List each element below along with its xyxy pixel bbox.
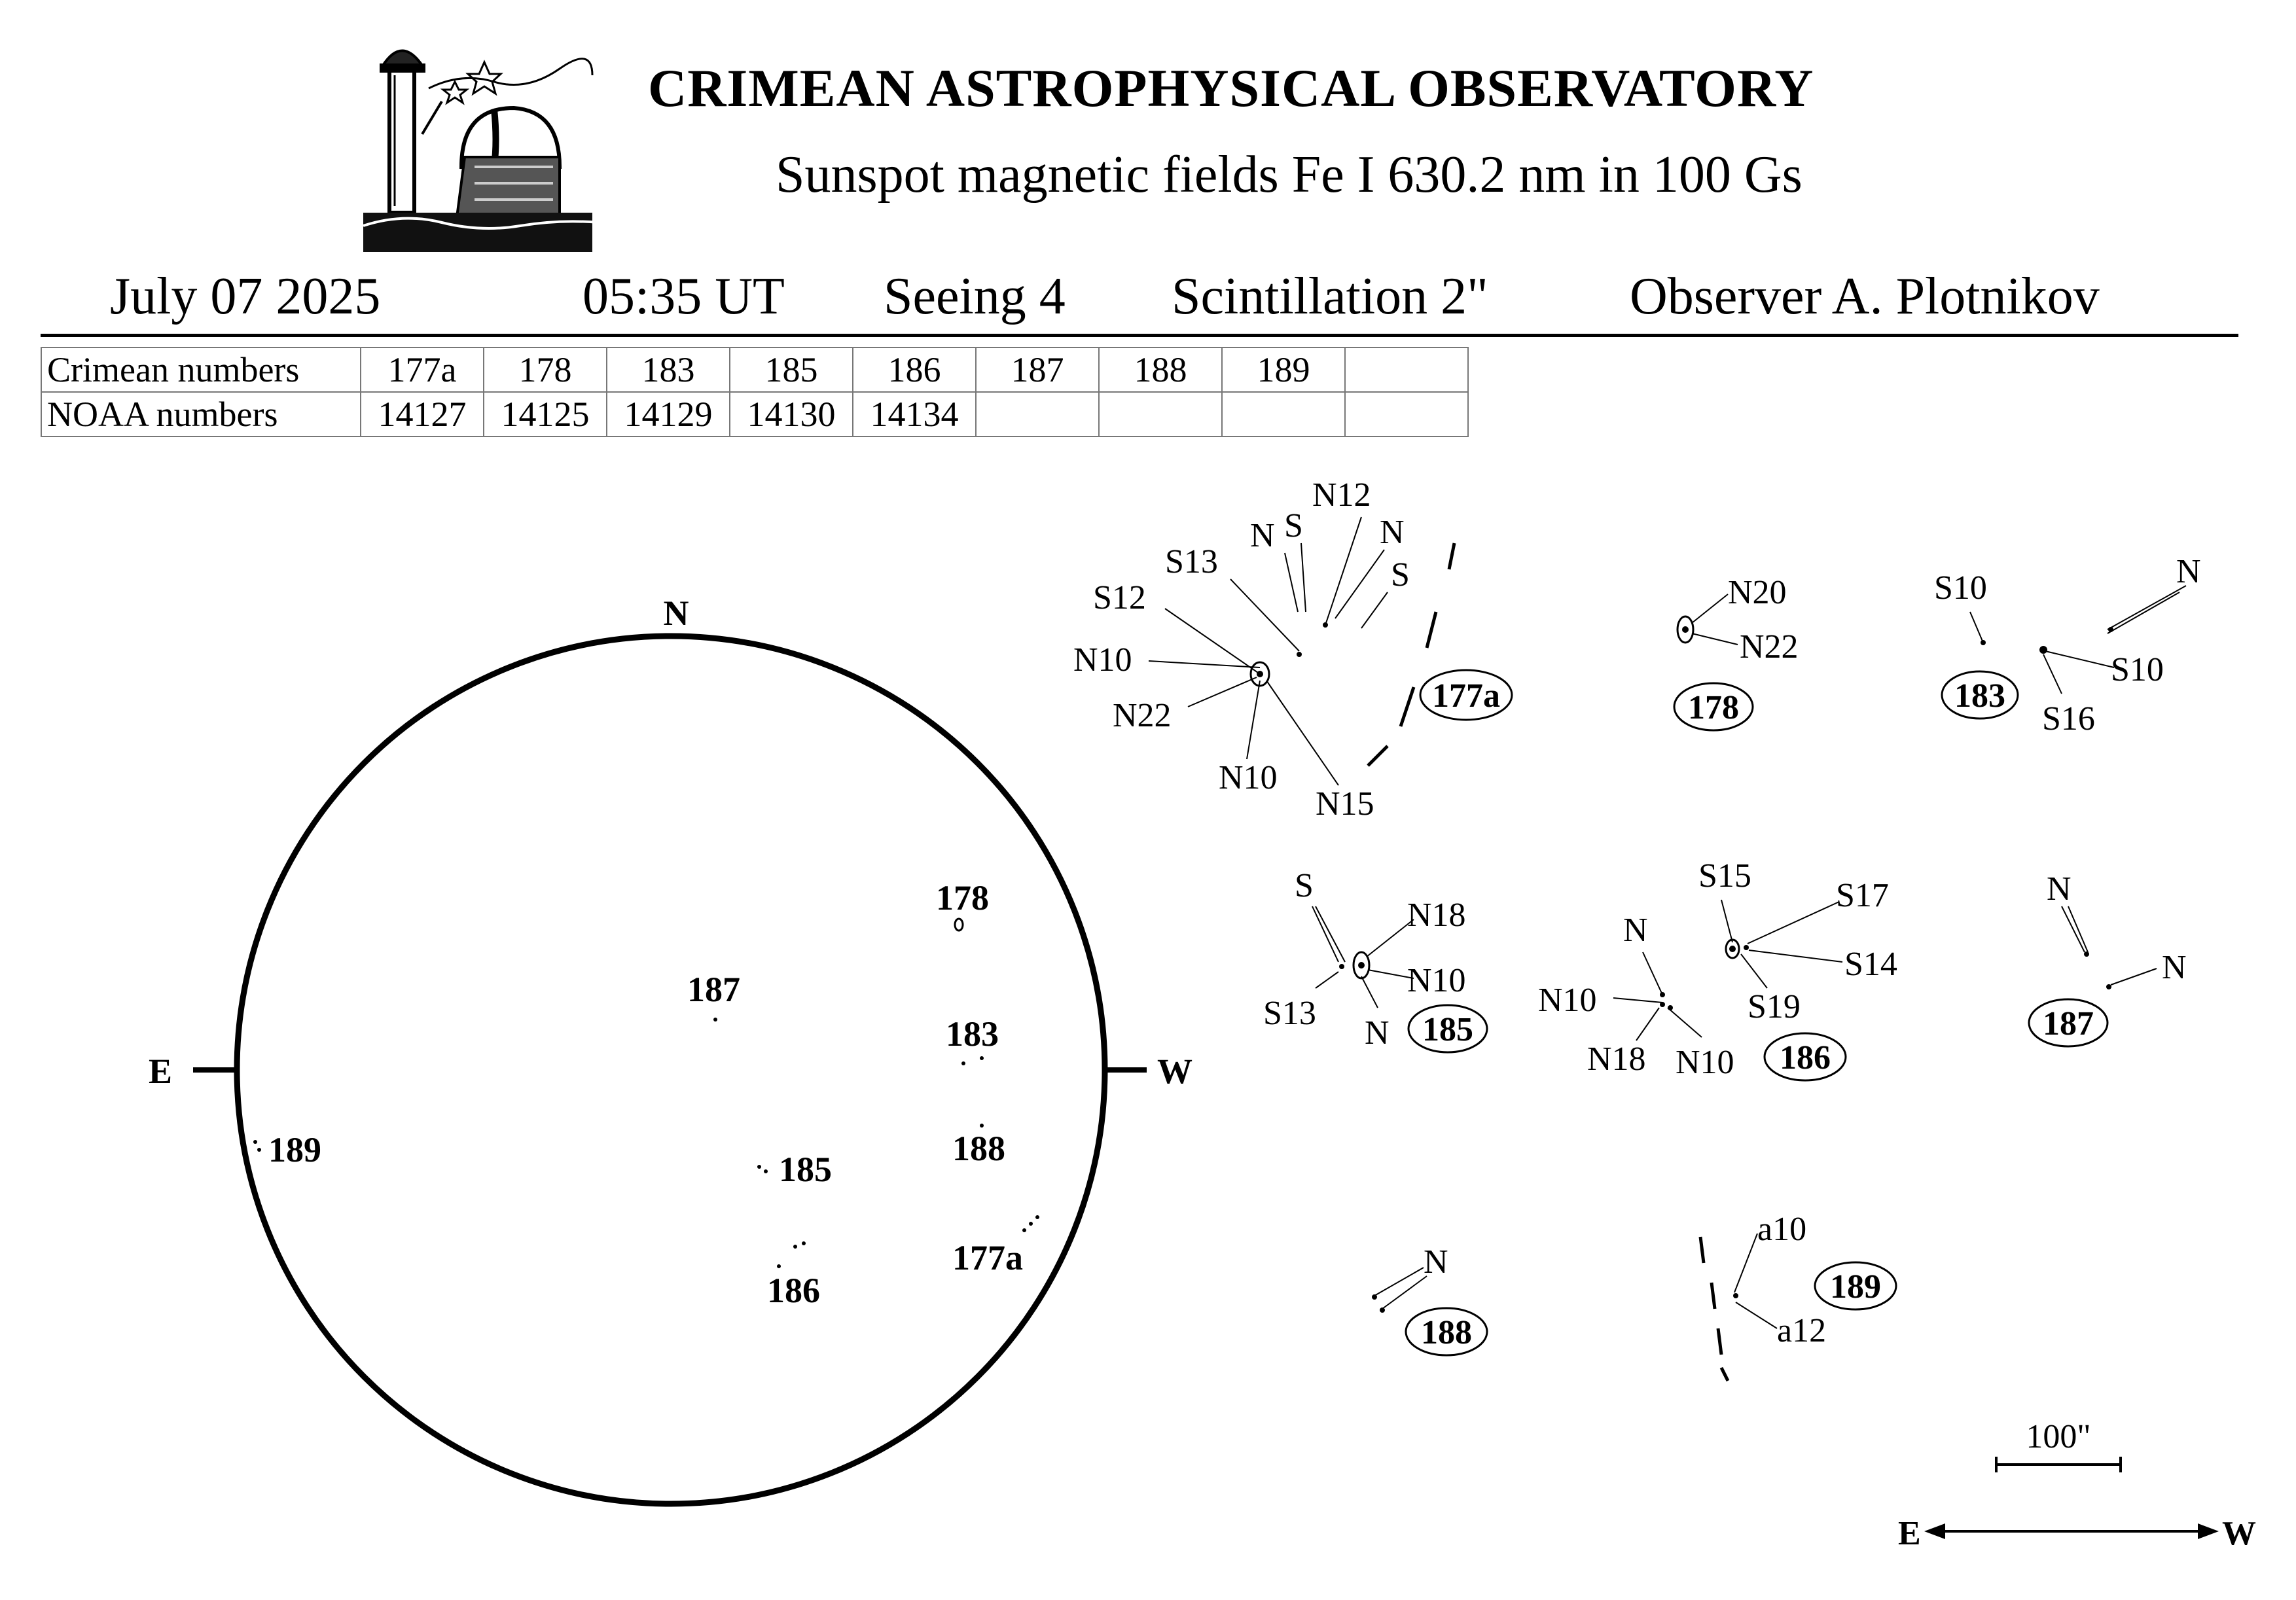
- sunspot-mark: [757, 1165, 761, 1169]
- observer-name: Observer A. Plotnikov: [1630, 268, 2100, 325]
- group-id: 188: [1421, 1314, 1472, 1351]
- polarity-label: N: [1250, 517, 1275, 554]
- polarity-label: N: [1424, 1243, 1448, 1281]
- table-cell: 186: [853, 347, 976, 392]
- leader-line: [2108, 592, 2179, 633]
- table-cell: 185: [730, 347, 853, 392]
- group-id: 178: [1688, 689, 1739, 726]
- group-189: [1700, 1234, 1777, 1381]
- region-label: 177a: [952, 1238, 1023, 1277]
- table-cell: 14127: [361, 392, 484, 436]
- sunspot-mark: [1022, 1228, 1026, 1232]
- west-label: W: [1157, 1052, 1193, 1091]
- sunspot-mark: [1660, 993, 1664, 997]
- sunspot-mark: [961, 1061, 965, 1065]
- sunspot-mark: [1340, 965, 1344, 969]
- sunspot-mark: [1380, 1308, 1384, 1312]
- arrow-left-head: [1924, 1523, 1945, 1539]
- neutral-line: [1368, 543, 1454, 766]
- chart-subtitle: Sunspot magnetic fields Fe I 630.2 nm in 100 Gs: [776, 146, 1803, 204]
- leader-line: [1736, 1302, 1777, 1328]
- sunspot-mark: [1730, 946, 1735, 951]
- polarity-label: a12: [1777, 1312, 1827, 1349]
- observation-time: 05:35 UT: [583, 268, 785, 325]
- leader-line: [1316, 972, 1338, 988]
- observatory-title: CRIMEAN ASTROPHYSICAL OBSERVATORY: [648, 58, 1814, 118]
- sunspot-mark: [793, 1245, 797, 1249]
- scale-bar: [1996, 1457, 2121, 1472]
- region-label: 189: [268, 1130, 321, 1169]
- leader-line: [1285, 553, 1298, 612]
- leader-line: [1643, 952, 1662, 995]
- sunspot-mark: [2109, 628, 2113, 631]
- polarity-label: S13: [1165, 543, 1218, 580]
- polarity-label: S19: [1748, 988, 1801, 1025]
- north-label: N: [663, 594, 689, 633]
- table-cell: 14130: [730, 392, 853, 436]
- polarity-label: N10: [1676, 1044, 1734, 1081]
- leader-line: [1970, 612, 1983, 643]
- leader-line: [2043, 654, 2062, 694]
- sunspot-mark: [2040, 647, 2047, 653]
- polarity-label: S10: [1934, 569, 1987, 607]
- polarity-label: N: [2162, 949, 2187, 986]
- table-cell: 178: [484, 347, 607, 392]
- polarity-label: N10: [1073, 641, 1132, 679]
- leader-line: [1325, 517, 1361, 625]
- polarity-label: S14: [1844, 946, 1897, 983]
- leader-line: [1230, 579, 1299, 651]
- polarity-label: S16: [2042, 700, 2095, 738]
- leader-line: [1316, 906, 1345, 962]
- sunspot-mark: [1372, 1295, 1376, 1299]
- leader-line: [1188, 677, 1257, 707]
- group-id: 183: [1954, 677, 2005, 715]
- leader-line: [2111, 969, 2157, 985]
- table-cell: 177a: [361, 347, 484, 392]
- leader-line: [1301, 543, 1306, 612]
- table-cell: 188: [1099, 347, 1222, 392]
- leader-line: [1748, 902, 1839, 944]
- sunspot-mark: [2107, 985, 2111, 989]
- region-label: 188: [952, 1129, 1005, 1168]
- group-187: [2062, 906, 2157, 989]
- arrow-right-head: [2198, 1523, 2219, 1539]
- noaa-label: NOAA numbers: [41, 392, 361, 436]
- table-cell: 189: [1222, 347, 1345, 392]
- leader-line: [1374, 1268, 1424, 1296]
- polarity-label: N: [1365, 1014, 1390, 1052]
- direction-arrow: [1924, 1523, 2219, 1539]
- sunspot-mark: [777, 1264, 781, 1268]
- sunspot-mark: [1297, 652, 1301, 656]
- table-cell: 14129: [607, 392, 730, 436]
- leader-line: [1741, 954, 1767, 988]
- group-id: 189: [1830, 1268, 1881, 1306]
- group-185: [1312, 906, 1414, 1008]
- polarity-label: S12: [1093, 579, 1146, 616]
- polarity-label: N15: [1316, 785, 1374, 823]
- scale-label: 100": [2026, 1418, 2091, 1455]
- sunspot-mark: [1683, 627, 1688, 632]
- region-label: 178: [936, 878, 989, 917]
- polarity-label: S15: [1698, 857, 1751, 895]
- polarity-label: N: [2047, 870, 2072, 908]
- leader-line: [1361, 592, 1388, 628]
- region-label: 183: [946, 1014, 999, 1054]
- neutral-line: [1700, 1237, 1728, 1381]
- polarity-label: S13: [1263, 995, 1316, 1032]
- leader-line: [1692, 633, 1738, 645]
- leader-line: [2108, 586, 2186, 630]
- polarity-label: N18: [1587, 1040, 1646, 1078]
- sunspot-mark: [713, 1018, 717, 1022]
- leader-line: [1312, 906, 1338, 962]
- polarity-label: N22: [1113, 697, 1172, 734]
- polarity-label: N20: [1728, 574, 1787, 611]
- sunspot-mark: [1359, 963, 1364, 968]
- polarity-label: N: [2176, 553, 2201, 590]
- leader-line: [1721, 900, 1732, 942]
- region-label: 185: [779, 1150, 832, 1189]
- polarity-label: S: [1391, 556, 1410, 594]
- sunspot-mark: [1981, 641, 1985, 645]
- table-cell: 14134: [853, 392, 976, 436]
- table-cell: 183: [607, 347, 730, 392]
- leader-line: [1636, 1008, 1659, 1040]
- table-cell: 14125: [484, 392, 607, 436]
- sunspot-mark: [764, 1169, 768, 1173]
- leader-line: [1749, 950, 1842, 962]
- sunspot-mark: [1029, 1222, 1033, 1226]
- group-id: 177a: [1432, 677, 1500, 715]
- leader-line: [1692, 594, 1728, 623]
- sunspot-mark: [1323, 623, 1327, 627]
- table-cell: 187: [976, 347, 1099, 392]
- sunspot-mark: [1744, 946, 1748, 950]
- sunspot-mark: [955, 919, 963, 931]
- group-id: 185: [1422, 1011, 1473, 1048]
- sunspot-mark: [1035, 1215, 1039, 1219]
- region-label: 186: [767, 1271, 820, 1310]
- polarity-label: N: [1380, 514, 1405, 551]
- leader-line: [1613, 998, 1662, 1003]
- polarity-label: N10: [1538, 982, 1597, 1019]
- crimean-label: Crimean numbers: [41, 347, 361, 392]
- sunspot-mark: [2085, 952, 2089, 956]
- leader-line: [1382, 1276, 1427, 1309]
- sunspot-mark: [980, 1124, 984, 1128]
- sunspot-mark: [257, 1148, 261, 1152]
- disk-outline: [237, 636, 1105, 1504]
- leader-line: [1335, 550, 1384, 618]
- east-label: E: [148, 1052, 173, 1091]
- sunspot-mark: [253, 1140, 257, 1144]
- sunspot-mark: [1668, 1006, 1672, 1010]
- leader-line: [2068, 906, 2088, 952]
- polarity-label: a10: [1757, 1211, 1807, 1248]
- polarity-label: S10: [2111, 651, 2164, 688]
- polarity-label: S: [1284, 507, 1303, 544]
- sunspot-mark: [1257, 671, 1263, 677]
- group-188: [1372, 1268, 1427, 1312]
- polarity-label: S: [1295, 867, 1314, 904]
- polarity-label: N10: [1219, 759, 1278, 796]
- sunspot-mark: [802, 1241, 806, 1245]
- polarity-label: N12: [1312, 476, 1371, 514]
- leader-line: [1734, 1234, 1757, 1292]
- arrow-west-label: W: [2222, 1515, 2256, 1552]
- leader-line: [1247, 681, 1260, 759]
- observation-date: July 07 2025: [110, 268, 381, 325]
- sunspot-mark: [1734, 1294, 1738, 1298]
- polarity-label: N: [1623, 912, 1648, 949]
- group-id: 186: [1780, 1039, 1831, 1076]
- arrow-east-label: E: [1898, 1515, 1921, 1552]
- leader-line: [1668, 1008, 1702, 1037]
- solar-disk: [149, 594, 1193, 1504]
- polarity-label: S17: [1836, 877, 1889, 914]
- sunspot-mark: [980, 1056, 984, 1060]
- polarity-label: N18: [1407, 897, 1466, 934]
- polarity-label: N22: [1740, 628, 1799, 666]
- sunspot-mark: [1660, 1003, 1664, 1006]
- leader-line: [2045, 651, 2114, 667]
- scintillation-value: Scintillation 2": [1172, 268, 1488, 325]
- seeing-value: Seeing 4: [884, 268, 1066, 325]
- region-label: 187: [687, 970, 740, 1009]
- group-id: 187: [2043, 1005, 2094, 1042]
- leader-line: [1361, 976, 1378, 1008]
- polarity-label: N10: [1407, 962, 1466, 999]
- leader-line: [2062, 906, 2085, 952]
